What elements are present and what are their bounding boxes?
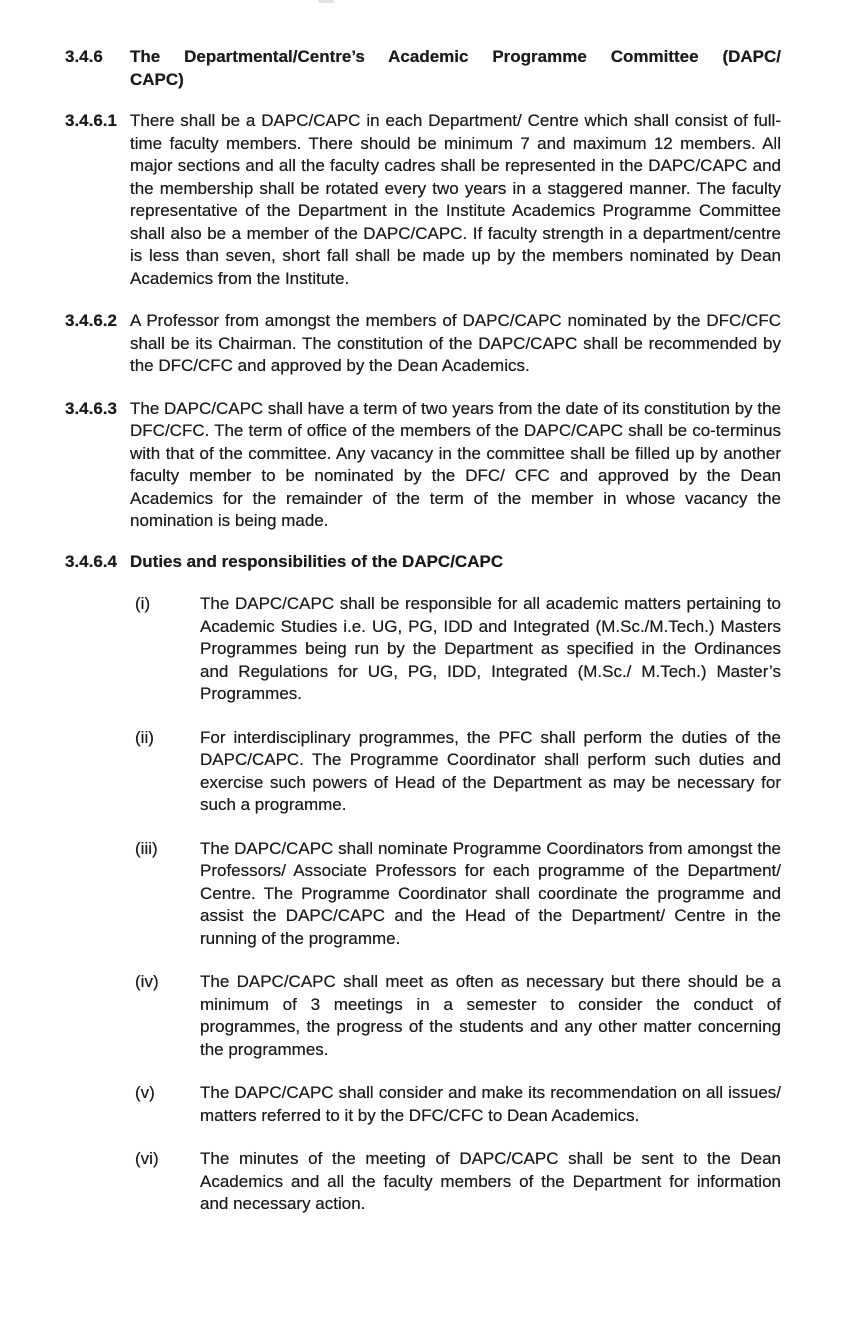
subsection-heading-text: Duties and responsibilities of the DAPC/CAPC [130, 551, 504, 571]
list-item-iii [135, 838, 781, 951]
section-heading-text [130, 46, 781, 91]
list-item-i [135, 593, 781, 706]
paragraph-number: 3.4.6.1 [65, 111, 117, 130]
section-heading [65, 46, 781, 91]
list-item-label: (vi) [135, 1149, 159, 1168]
paragraph-text: There shall be a DAPC/CAPC in each Department/ Centre which shall consist of full-time faculty members. There should be minimum 7 and maximum 12 members. All major sections and all the faculty cadres shall be represented in the DAPC/CAPC and the membership shall be rotated every two years in a staggered manner. The faculty representative of the Department in the Institute Academics Programme Committee shall also be a member of the DAPC/CAPC. If faculty strength in a department/centre is less than seven, short fall shall be made up by the members nominated by Dean Academics from the Institute. [130, 111, 781, 288]
list-item-label: (iii) [135, 838, 158, 858]
section-number: 3.4.6 [65, 47, 103, 66]
section-heading-line-2: CAPC) [130, 69, 184, 89]
subsection-heading [65, 551, 781, 574]
list-item-label: (i) [135, 594, 151, 613]
subsection-number: 3.4.6.4 [65, 551, 117, 571]
list-item-label: (v) [135, 1083, 155, 1102]
scan-artifact [318, 0, 334, 3]
section-heading-line-1: The Departmental/Centre’s Academic Programme Committee (DAPC/ [130, 47, 781, 66]
paragraph-text: The DAPC/CAPC shall have a term of two years from the date of its constitution by the DFC/CFC. The term of office of the members of the DAPC/CAPC shall be co-terminus with that of the committee. Any vacancy in the committee shall be filled up by another faculty member to be nominated by the DFC/ CFC and approved by the Dean Academics for the remainder of the term of the member in whose vacancy the nomination is being made. [130, 398, 782, 530]
paragraph-3-4-6-1 [65, 110, 781, 290]
list-item-vi [135, 1148, 781, 1216]
paragraph-number: 3.4.6.3 [65, 398, 117, 418]
list-item-iv [135, 971, 781, 1061]
paragraph-text: A Professor from amongst the members of DAPC/CAPC nominated by the DFC/CFC shall be its Chairman. The constitution of the DAPC/CAPC shall be recommended by the DFC/CFC and approved by the Dean Academics. [130, 311, 781, 375]
paragraph-3-4-6-2 [65, 310, 781, 378]
list-item-text: The minutes of the meeting of DAPC/CAPC shall be sent to the Dean Academics and all the faculty members of the Department for information and necessary action. [200, 1149, 781, 1213]
list-item-label: (iv) [135, 972, 159, 991]
list-item-v [135, 1082, 781, 1127]
list-item-text: The DAPC/CAPC shall meet as often as necessary but there should be a minimum of 3 meetings in a semester to consider the conduct of programmes, the progress of the students and any other matter concerning the programmes. [200, 972, 781, 1059]
list-item-label: (ii) [135, 727, 154, 747]
duties-list [65, 593, 781, 1216]
list-item-text: The DAPC/CAPC shall nominate Programme Coordinators from amongst the Professors/ Associate Professors for each programme of the Department/ Centre. The Programme Coordinator shall coordinate the programme and assist the DAPC/CAPC and the Head of the Department/ Centre in the running of the programme. [200, 838, 781, 948]
document-content [65, 46, 781, 1216]
list-item-text: For interdisciplinary programmes, the PFC shall perform the duties of the DAPC/CAPC. The Programme Coordinator shall perform such duties and exercise such powers of Head of the Department as may be necessary for such a programme. [200, 727, 781, 814]
paragraph-3-4-6-3 [65, 398, 781, 533]
list-item-text: The DAPC/CAPC shall be responsible for all academic matters pertaining to Academic Studies i.e. UG, PG, IDD and Integrated (M.Sc./M.Tech.) Masters Programmes being run by the Department as specified in the Ordinances and Regulations for UG, PG, IDD, Integrated (M.Sc./ M.Tech.) Master’s Programmes. [200, 594, 781, 703]
paragraph-number: 3.4.6.2 [65, 311, 117, 330]
list-item-ii [135, 727, 781, 817]
list-item-text: The DAPC/CAPC shall consider and make its recommendation on all issues/ matters referred to it by the DFC/CFC to Dean Academics. [200, 1083, 781, 1125]
